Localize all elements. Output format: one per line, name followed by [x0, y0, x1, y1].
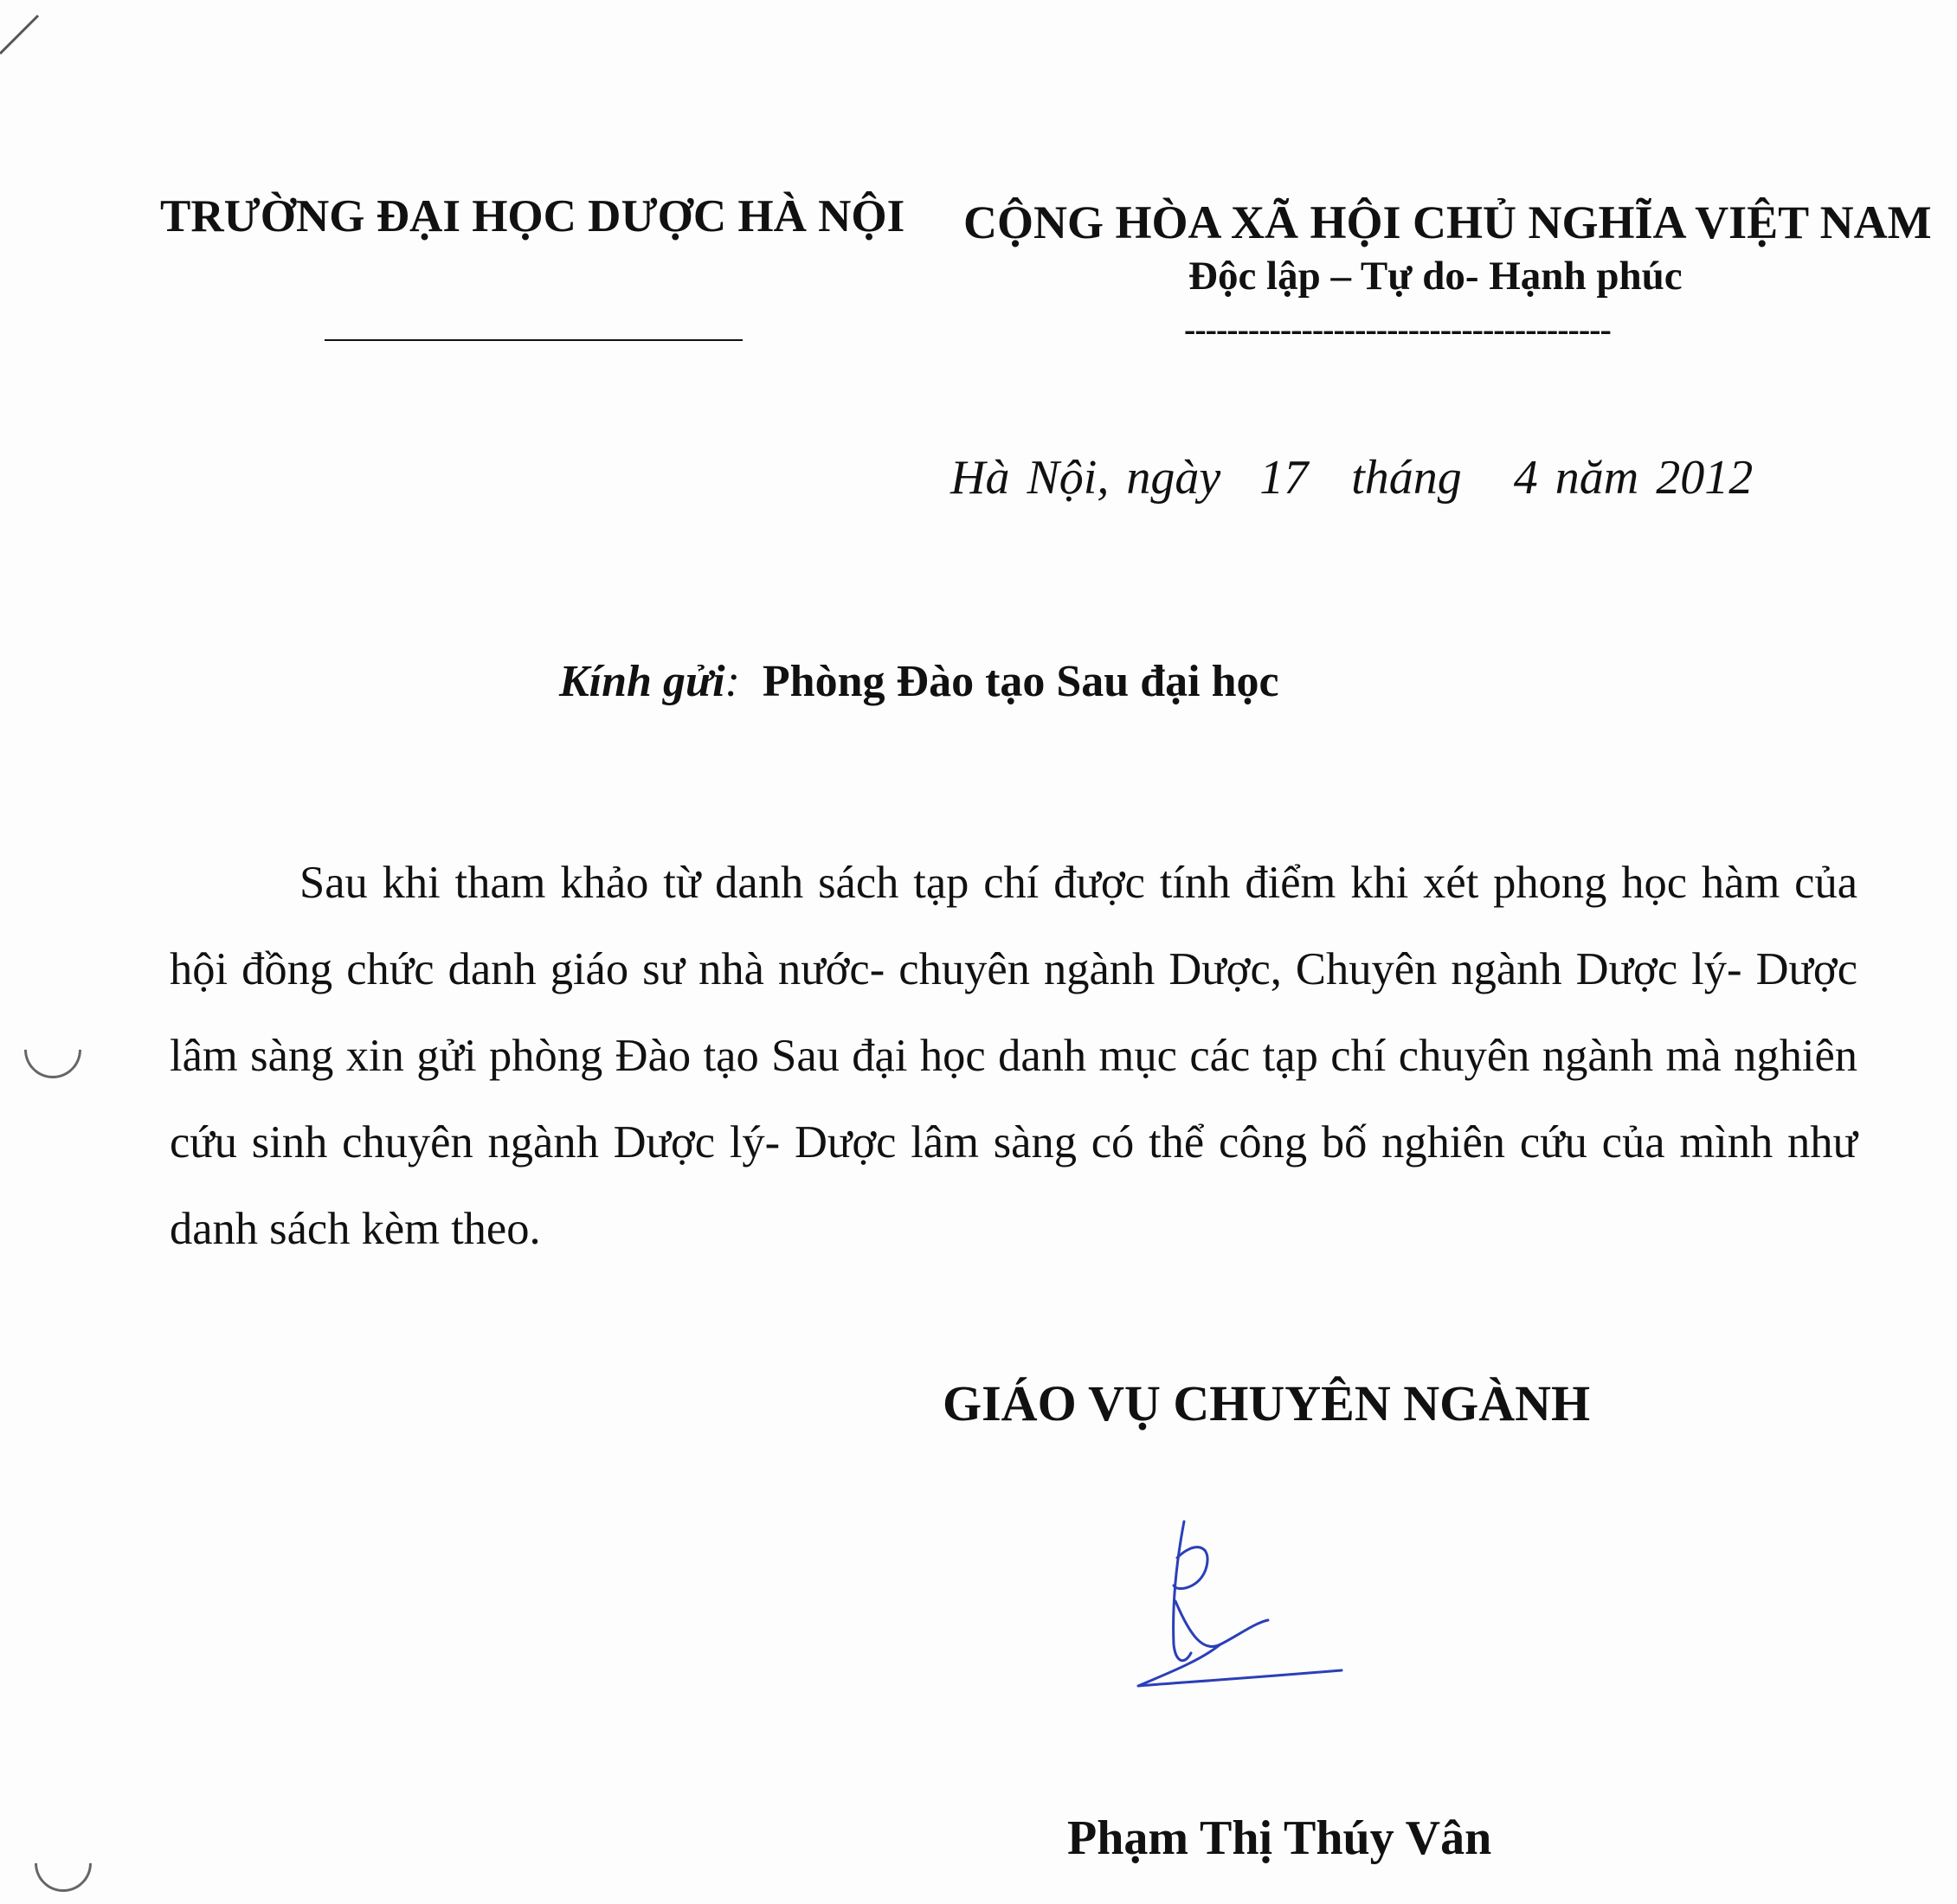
body-paragraph: Sau khi tham khảo từ danh sách tạp chí được tính điểm khi xét phong học hàm của hội đồng chức danh giáo sư nhà nước- chuyên ngành Dược, Chuyên ngành Dược lý- Dược lâm sàng xin gửi phòng Đào tạo Sau đại học danh mục các tạp chí chuyên ngành mà nghiên cứu sinh chuyên ngành Dược lý- Dược lâm sàng có thể công bố nghiên cứu của mình như danh sách kèm theo. [170, 858, 1857, 1254]
date-year-label: năm [1555, 451, 1639, 505]
national-motto: Độc lập – Tự do- Hạnh phúc [1188, 254, 1683, 299]
punch-hole [23, 1823, 103, 1903]
salutation [559, 656, 1279, 707]
country-name: CỘNG HÒA XÃ HỘI CHỦ NGHĨA VIỆT NAM [963, 196, 1932, 248]
date-day: 17 [1259, 451, 1309, 505]
motto-underline: ---------------------------------------- [1184, 310, 1611, 349]
date-month: 4 [1513, 451, 1538, 505]
signature-title: GIÁO VỤ CHUYÊN NGÀNH [943, 1375, 1591, 1431]
date-year: 2012 [1656, 451, 1754, 505]
salutation-colon: : [724, 657, 740, 706]
salutation-recipient: Phòng Đào tạo Sau đại học [762, 657, 1279, 706]
date-month-label: tháng [1351, 451, 1462, 505]
salutation-label: Kính gửi [559, 657, 725, 706]
date-line [950, 450, 1753, 505]
handwritten-signature [1117, 1506, 1376, 1705]
signer-name: Phạm Thị Thúy Vân [1067, 1811, 1492, 1865]
school-name: TRƯỜNG ĐẠI HỌC DƯỢC HÀ NỘI [160, 191, 905, 241]
punch-hole [12, 1009, 93, 1090]
date-place-prefix: Hà Nội, ngày [950, 451, 1221, 505]
scan-edge-mark [0, 0, 52, 69]
school-underline [325, 339, 743, 341]
